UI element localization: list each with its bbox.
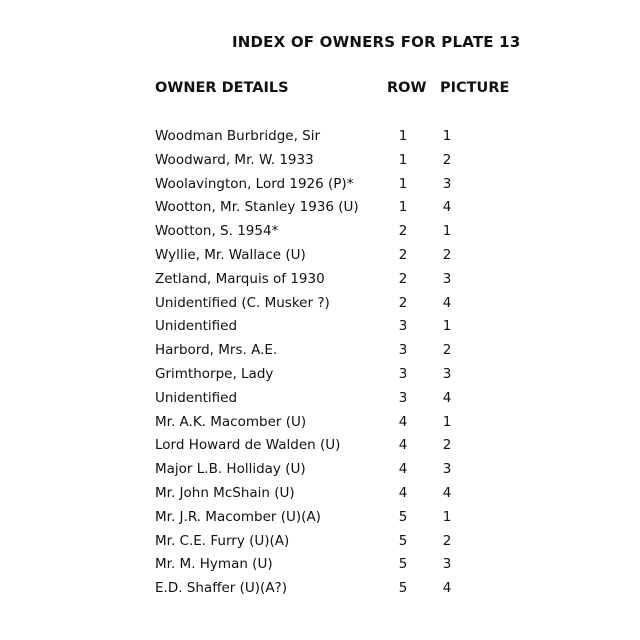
row-number: 3 [398,318,408,335]
row-number: 1 [398,199,408,216]
picture-number: 1 [442,413,452,430]
list-item [0,364,640,388]
row-number: 4 [398,484,408,501]
owner-name: Wootton, Mr. Stanley 1936 (U) [155,199,359,216]
picture-number: 4 [442,484,452,501]
page-title: INDEX OF OWNERS FOR PLATE 13 [232,33,521,51]
picture-number: 2 [442,246,452,263]
picture-header: PICTURE [440,80,510,96]
row-header: ROW [387,80,427,96]
row-number: 1 [398,175,408,192]
picture-number: 2 [442,437,452,454]
list-item [0,293,640,317]
owner-name: Grimthorpe, Lady [155,365,274,382]
list-item [0,435,640,459]
owner-name: Zetland, Marquis of 1930 [155,270,325,287]
list-item [0,269,640,293]
list-item [0,197,640,221]
picture-number: 3 [442,175,452,192]
picture-number: 3 [442,461,452,478]
row-number: 3 [398,365,408,382]
owner-name: Unidentified [155,318,238,335]
owner-name: Woolavington, Lord 1926 (P)* [155,175,354,192]
picture-number: 4 [442,294,452,311]
picture-number: 4 [442,389,452,406]
picture-number: 2 [442,532,452,549]
picture-number: 4 [442,580,452,597]
owner-name: Wyllie, Mr. Wallace (U) [155,246,306,263]
row-number: 5 [398,532,408,549]
row-number: 2 [398,246,408,263]
row-number: 4 [398,437,408,454]
row-number: 4 [398,461,408,478]
list-item [0,245,640,269]
list-item [0,554,640,578]
owner-name: Major L.B. Holliday (U) [155,461,306,478]
owner-details-header: OWNER DETAILS [155,80,289,96]
owner-name: Unidentified (C. Musker ?) [155,294,330,311]
row-number: 2 [398,270,408,287]
owner-name: Mr. John McShain (U) [155,484,295,501]
list-item [0,507,640,531]
owner-name: Wootton, S. 1954* [155,223,279,240]
owner-name: Mr. A.K. Macomber (U) [155,413,307,430]
row-number: 3 [398,342,408,359]
list-item [0,388,640,412]
list-item [0,316,640,340]
picture-number: 3 [442,556,452,573]
list-item [0,174,640,198]
picture-number: 4 [442,199,452,216]
list-item [0,531,640,555]
row-number: 2 [398,223,408,240]
owner-name: Mr. M. Hyman (U) [155,556,273,573]
picture-number: 1 [442,223,452,240]
row-number: 1 [398,128,408,144]
owner-list [0,126,640,602]
picture-number: 1 [442,318,452,335]
owner-name: Mr. C.E. Furry (U)(A) [155,532,290,549]
picture-number: 1 [442,128,452,144]
list-item [0,150,640,174]
row-number: 4 [398,413,408,430]
row-number: 5 [398,580,408,597]
owner-name: Lord Howard de Walden (U) [155,437,341,454]
row-number: 3 [398,389,408,406]
picture-number: 2 [442,342,452,359]
owner-name: Harbord, Mrs. A.E. [155,342,278,359]
owner-name: Woodman Burbridge, Sir [155,128,321,144]
owner-name: E.D. Shaffer (U)(A?) [155,580,287,597]
picture-number: 3 [442,365,452,382]
list-item [0,459,640,483]
owner-name: Unidentified [155,389,238,406]
list-item [0,412,640,436]
owner-name: Mr. J.R. Macomber (U)(A) [155,508,321,525]
row-number: 2 [398,294,408,311]
owner-name: Woodward, Mr. W. 1933 [155,151,314,168]
row-number: 5 [398,508,408,525]
list-item [0,578,640,602]
list-item [0,221,640,245]
picture-number: 1 [442,508,452,525]
list-item [0,340,640,364]
picture-number: 3 [442,270,452,287]
list-item [0,483,640,507]
list-item [0,126,640,150]
picture-number: 2 [442,151,452,168]
row-number: 1 [398,151,408,168]
row-number: 5 [398,556,408,573]
